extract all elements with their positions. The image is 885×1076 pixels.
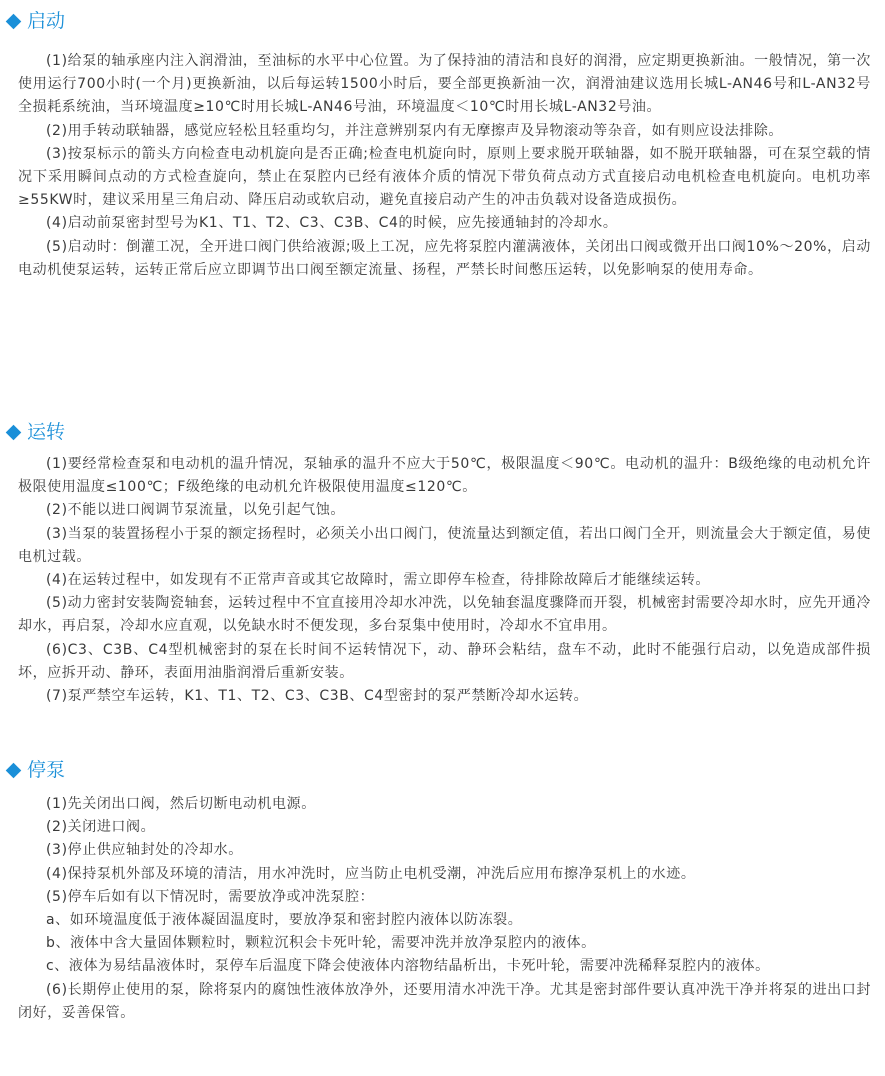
section-stop: [0, 755, 885, 1025]
paragraph: (5)启动时：倒灌工况，全开进口阀门供给液源;吸上工况，应先将泵腔内灌满液体，关闭出口阀或微开出口阀10%～20%，启动电动机使泵运转，运转正常后应立即调节出口阀至额定流量、扬程，严禁长时间憋压运转，以免影响泵的使用寿命。: [18, 238, 871, 278]
paragraph: (1)给泵的轴承座内注入润滑油，至油标的水平中心位置。为了保持油的清洁和良好的润滑，应定期更换新油。一般情况，第一次使用运行700小时(一个月)更换新油，以后每运转1500小时后，要全部更换新油一次，润滑油建议选用长城L-AN46号和L-AN32号全损耗系统油，当环境温度≥10℃时用长城L-AN46号油，环境温度＜10℃时用长城L-AN32号油。: [18, 53, 871, 116]
paragraph: (2)不能以进口阀调节泵流量，以免引起气蚀。: [46, 502, 346, 519]
paragraph: (7)泵严禁空车运转，K1、T1、T2、C3、C3B、C4型密封的泵严禁断冷却水运转。: [46, 688, 589, 705]
paragraph: (5)动力密封安装陶瓷轴套，运转过程中不宜直接用冷却水冲洗，以免轴套温度骤降而开裂，机械密封需要冷却水时，应先开通冷却水，再启泵，冷却水应直观，以免缺水时不便发现，多台泵集中使用时，冷却水不宜串用。: [18, 595, 871, 635]
paragraph: b、液体中含大量固体颗粒时，颗粒沉积会卡死叶轮，需要冲洗并放净泵腔内的液体。: [46, 935, 596, 952]
paragraph: (3)按泵标示的箭头方向检查电动机旋向是否正确;检查电机旋向时，原则上要求脱开联轴器，如不脱开联轴器，可在泵空载的情况下采用瞬间点动的方式检查旋向，禁止在泵腔内已经有液体介质的情况下带负荷点动方式直接启动电机检查电机旋向。电机功率≥55KW时，建议采用星三角启动、降压启动或软启动，避免直接启动产生的冲击负载对设备造成损伤。: [18, 145, 871, 209]
paragraph: a、如环境温度低于液体凝固温度时，要放净泵和密封腔内液体以防冻裂。: [46, 912, 523, 929]
paragraph: (2)用手转动联轴器，感觉应轻松且轻重均匀，并注意辨别泵内有无摩擦声及异物滚动等杂音，如有则应设法排除。: [46, 122, 784, 139]
paragraph: (2)关闭进口阀。: [46, 819, 156, 836]
section-run: [0, 417, 885, 708]
paragraph: (6)长期停止使用的泵，除将泵内的腐蚀性液体放净外，还要用清水冲洗干净。尤其是密封部件要认真冲洗干净并将泵的进出口封闭好，妥善保管。: [18, 981, 871, 1021]
section-body-run: [0, 453, 885, 708]
section-body-stop: [0, 793, 885, 1025]
section-title-stop: 停泵: [27, 759, 66, 781]
section-title-start: 启动: [27, 10, 66, 32]
diamond-icon: [6, 762, 22, 778]
paragraph: (6)C3、C3B、C4型机械密封的泵在长时间不运转情况下，动、静环会粘结，盘车不动，此时不能强行启动，以免造成部件损坏，应拆开动、静环，表面用油脂润滑后重新安装。: [18, 641, 871, 681]
paragraph: (1)先关闭出口阀，然后切断电动机电源。: [46, 796, 316, 812]
paragraph: c、液体为易结晶液体时，泵停车后温度下降会使液体内溶物结晶析出，卡死叶轮，需要冲洗稀释泵腔内的液体。: [46, 958, 770, 975]
paragraph: (3)停止供应轴封处的冷却水。: [46, 842, 243, 859]
section-title-run: 运转: [27, 421, 66, 443]
section-heading-run: [4, 417, 885, 447]
section-start: [0, 6, 885, 282]
paragraph: (1)要经常检查泵和电动机的温升情况，泵轴承的温升不应大于50℃，极限温度＜90℃。电动机的温升：B级绝缘的电动机允许极限使用温度≤100℃；F级绝缘的电动机允许极限使用温度≤120℃。: [18, 456, 871, 496]
paragraph: (3)当泵的装置扬程小于泵的额定扬程时，必须关小出口阀门，使流量达到额定值，若出口阀门全开，则流量会大于额定值，易使电机过载。: [18, 525, 871, 565]
diamond-icon: [6, 424, 22, 440]
diamond-icon: [6, 13, 22, 29]
paragraph: (4)在运转过程中，如发现有不正常声音或其它故障时，需立即停车检查，待排除故障后才能继续运转。: [46, 572, 711, 589]
section-body-start: [0, 50, 885, 282]
paragraph: (4)启动前泵密封型号为K1、T1、T2、C3、C3B、C4的时候，应先接通轴封的冷却水。: [46, 215, 618, 232]
paragraph: (5)停车后如有以下情况时，需要放净或冲洗泵腔：: [46, 888, 375, 905]
section-heading-stop: [4, 755, 885, 785]
paragraph: (4)保持泵机外部及环境的清洁，用水冲洗时，应当防止电机受潮，冲洗后应用布擦净泵机上的水迹。: [46, 865, 696, 882]
section-heading-start: [4, 6, 885, 36]
